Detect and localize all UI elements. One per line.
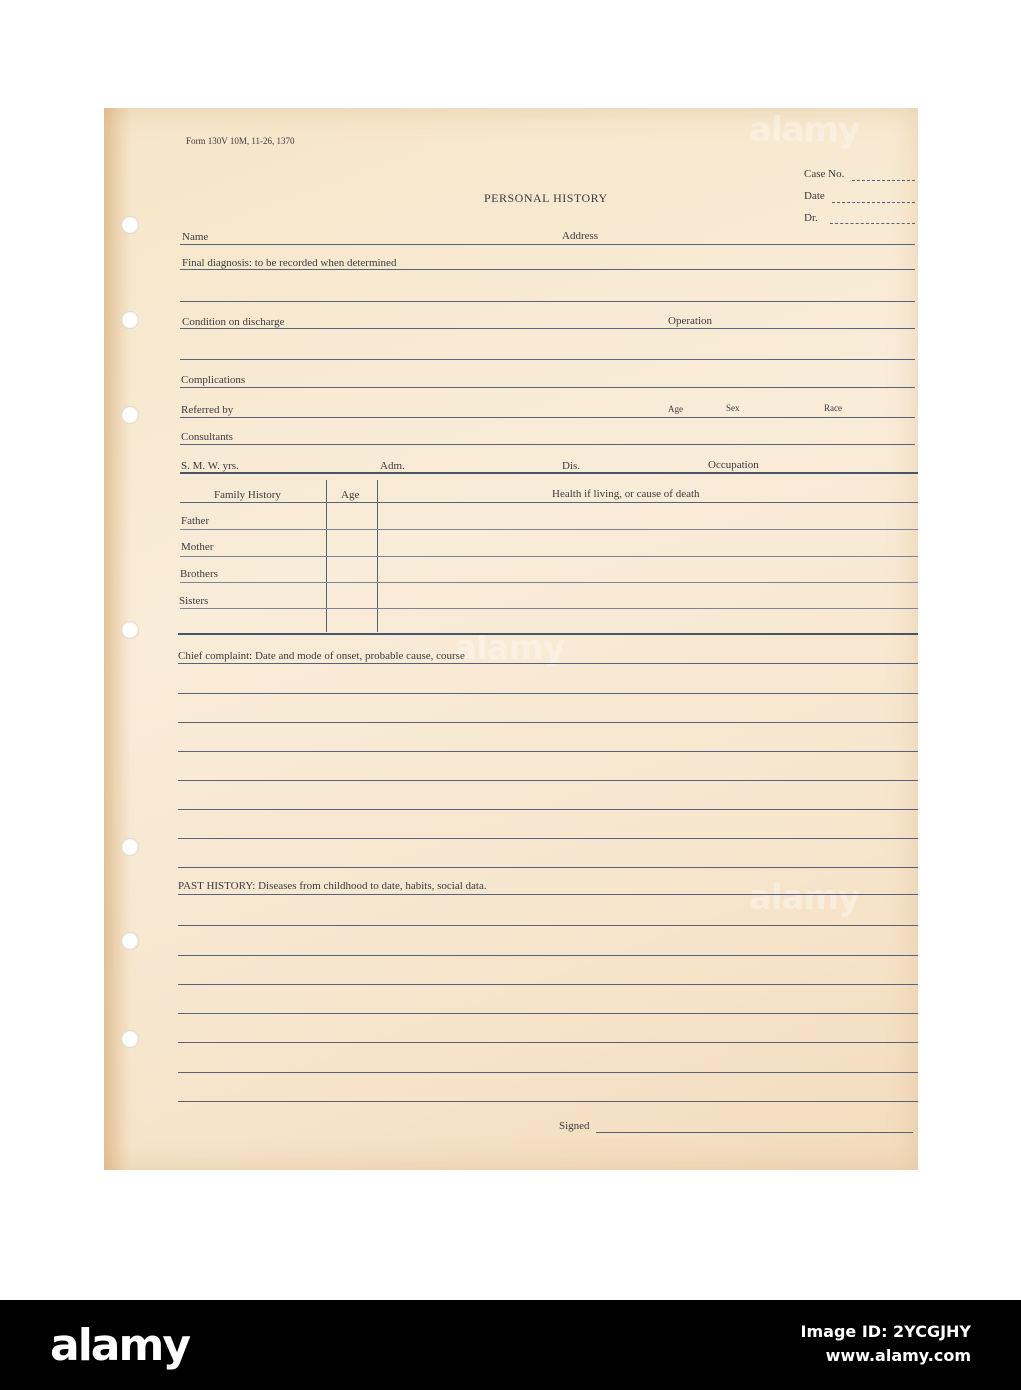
family-history-header: Family History <box>214 489 281 501</box>
condition-operation-line[interactable] <box>180 328 915 329</box>
age-header: Age <box>341 489 360 501</box>
smw-label: S. M. W. yrs. <box>181 460 239 472</box>
adm-label: Adm. <box>380 460 405 472</box>
name-label: Name <box>182 231 209 243</box>
dr-field[interactable] <box>830 223 915 224</box>
table-row[interactable] <box>180 529 918 530</box>
table-header-rule <box>180 502 918 503</box>
table-row[interactable] <box>180 556 918 557</box>
race-label: Race <box>824 403 842 413</box>
chief-complaint-line[interactable] <box>178 722 918 723</box>
punch-hole <box>121 216 139 234</box>
table-row[interactable] <box>180 582 918 583</box>
chief-complaint-line[interactable] <box>178 693 918 694</box>
referred-by-label: Referred by <box>181 404 234 416</box>
referred-by-line[interactable] <box>180 417 915 418</box>
occupation-label: Occupation <box>708 459 759 471</box>
past-history-line[interactable] <box>178 984 918 985</box>
final-diagnosis-label: Final diagnosis: to be recorded when determined <box>182 257 397 269</box>
chief-complaint-line[interactable] <box>178 751 918 752</box>
site-url: www.alamy.com <box>825 1346 971 1365</box>
punch-hole <box>121 838 139 856</box>
punch-hole <box>121 932 139 950</box>
past-history-line[interactable] <box>178 1101 918 1102</box>
chief-complaint-label: Chief complaint: Date and mode of onset, probable cause, course <box>178 650 465 662</box>
table-row[interactable] <box>180 608 918 609</box>
punch-hole <box>121 1030 139 1048</box>
punch-hole <box>121 621 139 639</box>
sex-label: Sex <box>726 403 740 413</box>
case-no-field[interactable] <box>852 180 915 181</box>
past-history-line[interactable] <box>178 955 918 956</box>
age-label: Age <box>668 404 683 414</box>
complications-label: Complications <box>181 374 246 386</box>
past-history-line[interactable] <box>178 1042 918 1043</box>
chief-complaint-line[interactable] <box>178 838 918 839</box>
date-label: Date <box>804 190 825 202</box>
complications-line[interactable] <box>180 387 915 388</box>
chief-complaint-line[interactable] <box>178 809 918 810</box>
consultants-label: Consultants <box>181 431 233 443</box>
signed-label: Signed <box>559 1120 590 1132</box>
watermark: alamy <box>454 628 565 668</box>
form-code: Form 130V 10M, 11-26, 1370 <box>186 136 295 146</box>
family-row-father: Father <box>181 515 210 527</box>
watermark: alamy <box>749 110 860 150</box>
past-history-label: PAST HISTORY: Diseases from childhood to date, habits, social data. <box>178 880 487 892</box>
family-row-mother: Mother <box>181 541 214 553</box>
past-history-line[interactable] <box>178 894 918 895</box>
watermark: alamy <box>749 878 860 918</box>
image-id: Image ID: 2YCGJHY <box>800 1322 971 1341</box>
past-history-line[interactable] <box>178 1072 918 1073</box>
chief-complaint-line[interactable] <box>178 867 918 868</box>
alamy-logo: alamy <box>50 1320 189 1371</box>
past-history-line[interactable] <box>178 925 918 926</box>
final-diagnosis-line-2[interactable] <box>180 301 915 302</box>
dr-label: Dr. <box>804 212 818 224</box>
date-field[interactable] <box>832 202 915 203</box>
form-paper <box>104 108 918 1170</box>
family-row-brothers: Brothers <box>180 568 218 580</box>
smw-line[interactable] <box>180 472 918 474</box>
final-diagnosis-line[interactable] <box>180 269 915 270</box>
operation-label: Operation <box>668 315 712 327</box>
table-bottom-rule <box>178 633 918 635</box>
punch-hole <box>121 406 139 424</box>
consultants-line[interactable] <box>180 444 915 445</box>
health-header: Health if living, or cause of death <box>552 488 700 500</box>
chief-complaint-line[interactable] <box>178 663 918 664</box>
dis-label: Dis. <box>562 460 581 472</box>
punch-hole <box>121 311 139 329</box>
past-history-line[interactable] <box>178 1013 918 1014</box>
chief-complaint-line[interactable] <box>178 780 918 781</box>
condition-on-discharge-label: Condition on discharge <box>182 316 285 328</box>
name-address-line[interactable] <box>180 244 915 245</box>
address-label: Address <box>562 230 599 242</box>
signature-line[interactable] <box>596 1132 913 1133</box>
stock-footer-bar <box>0 1300 1021 1390</box>
case-no-label: Case No. <box>804 168 845 180</box>
family-row-sisters: Sisters <box>179 595 209 607</box>
condition-operation-line-2[interactable] <box>180 359 915 360</box>
page-title: PERSONAL HISTORY <box>484 191 608 205</box>
